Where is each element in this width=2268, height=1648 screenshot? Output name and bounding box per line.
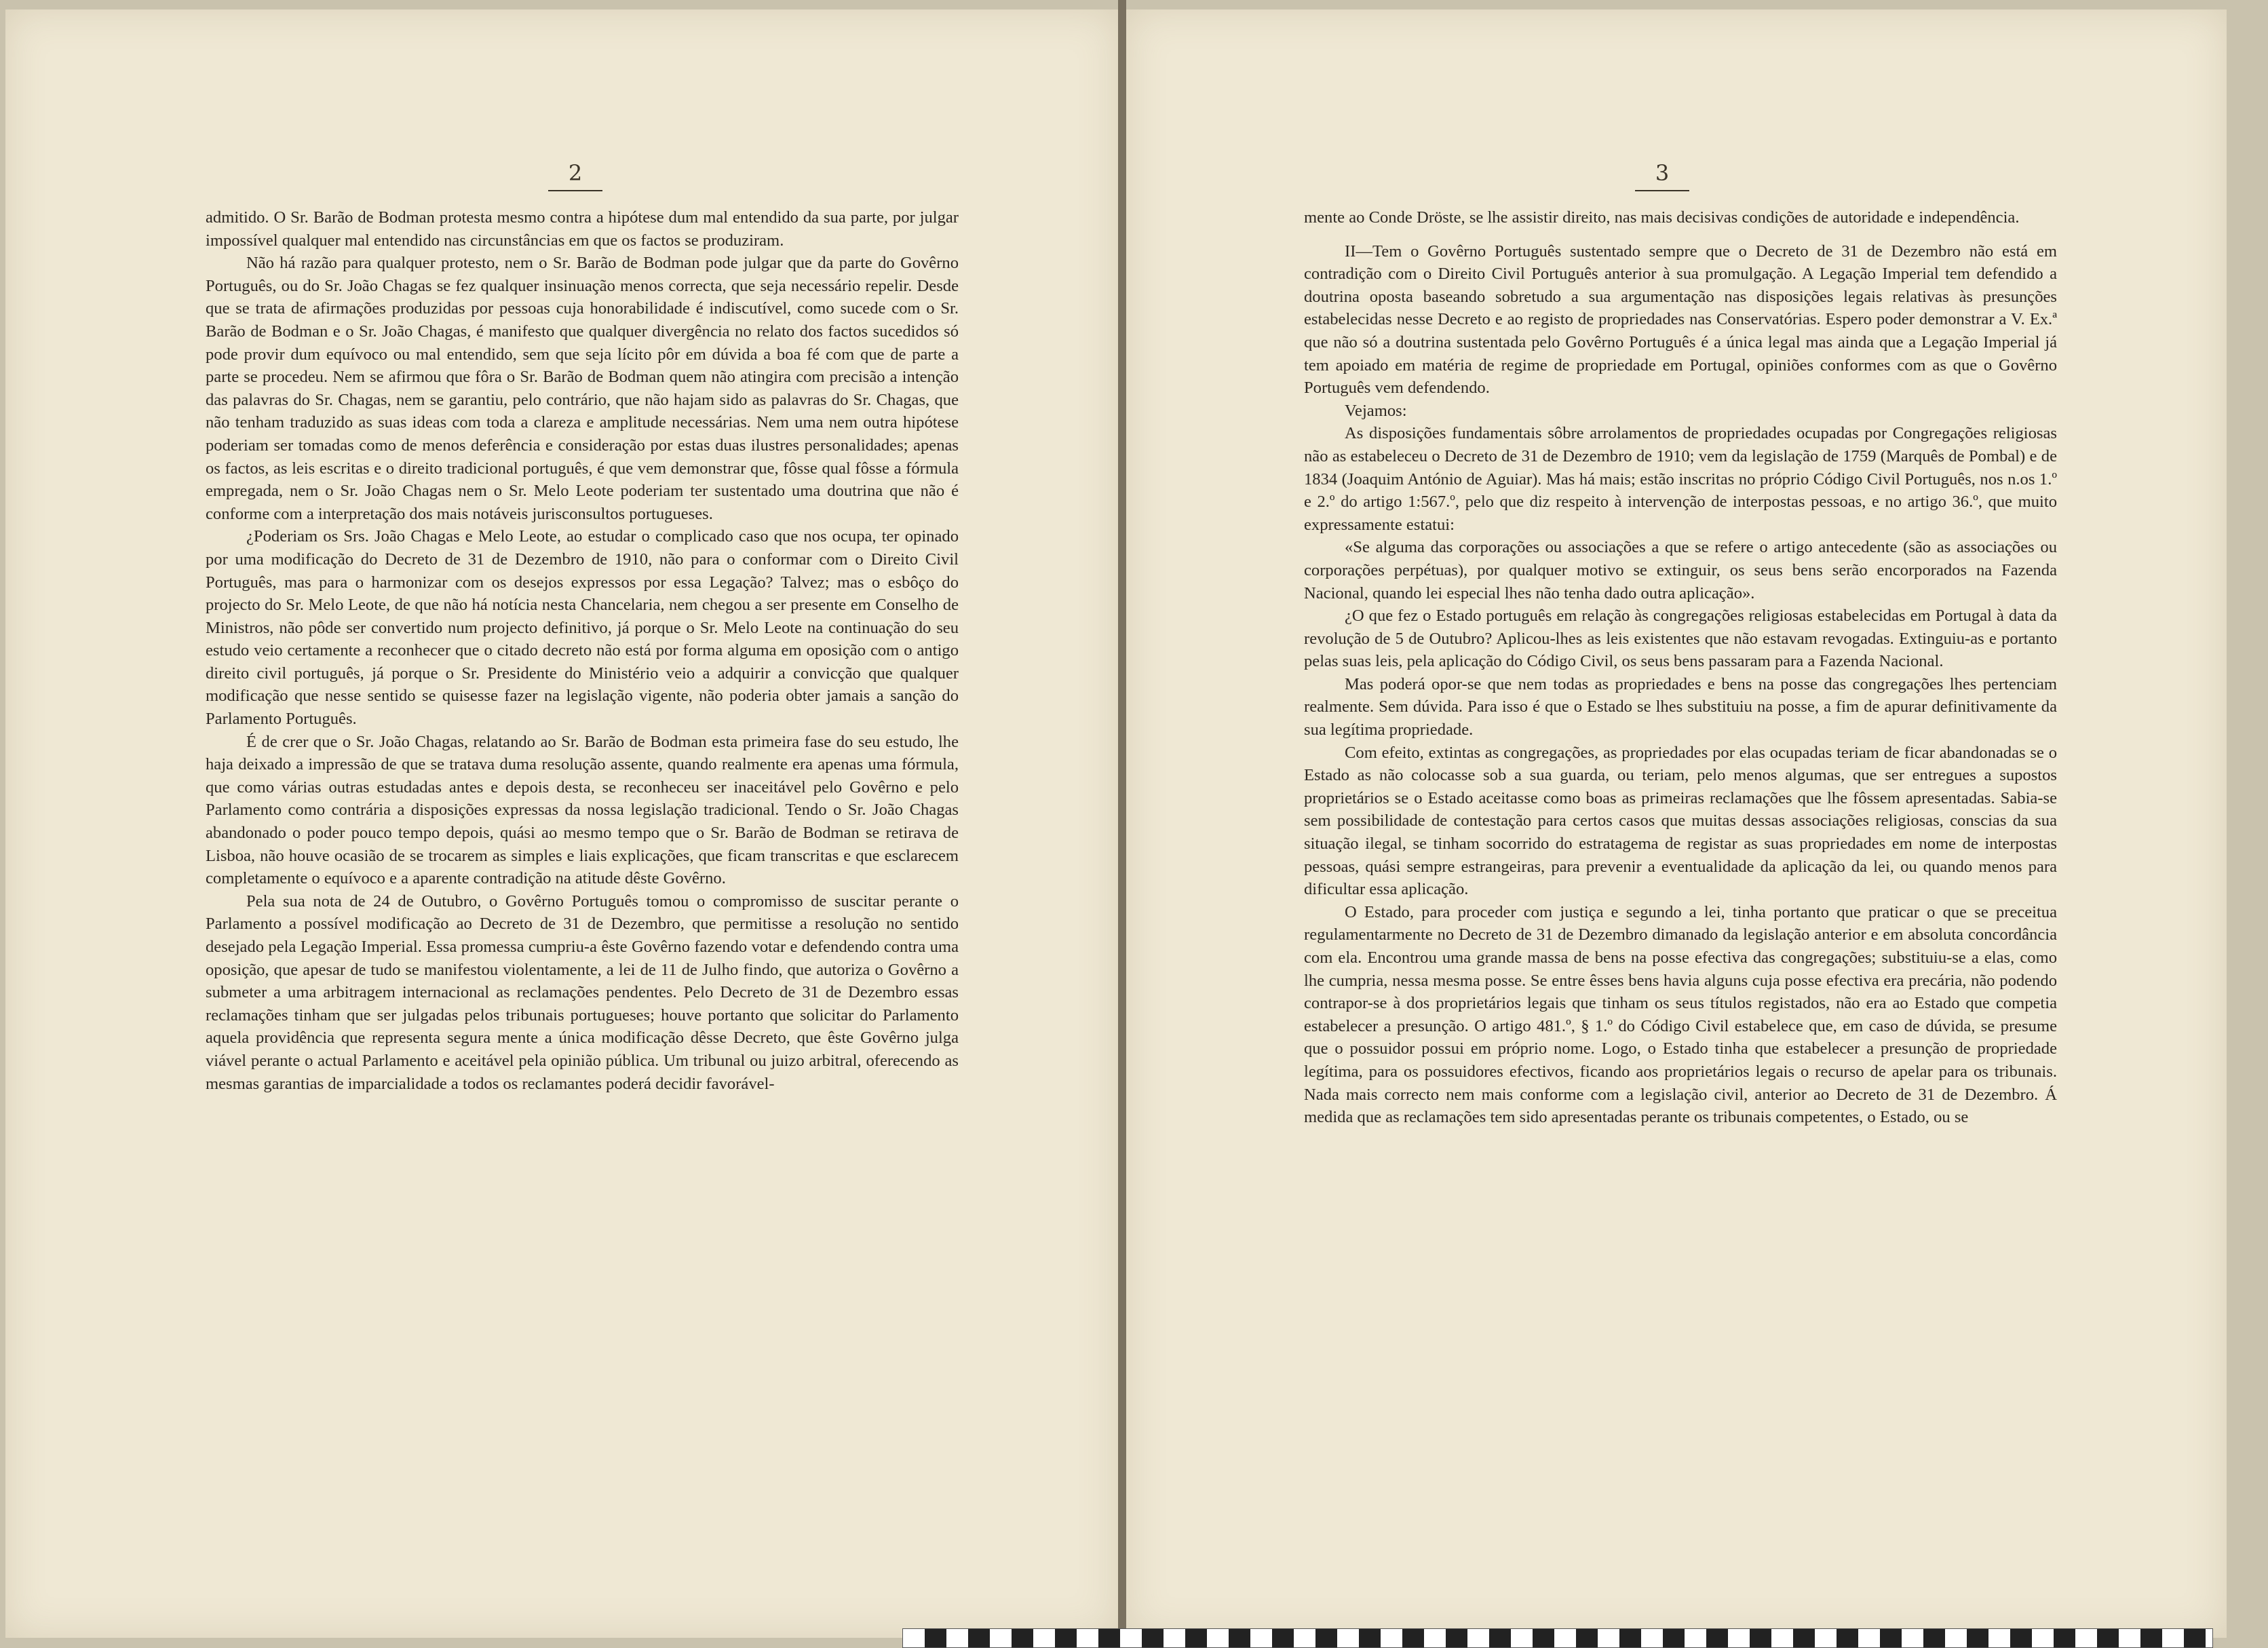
paragraph: Com efeito, extintas as congregações, as propriedades por elas ocupadas teriam de ficar abandonadas se o Estado as não colocasse sob a sua guarda, ou teriam, pelo menos algumas, que ser entregues a supostos proprietários se o Estado aceitasse como boas as primeiras reclamações que lhe fôssem apresentadas. Sabia-se sem possibilidade de contestação para certos casos que muitas dessas associações religiosas, conscias da sua situação ilegal, se tinham socorrido do estratagema de registar as suas propriedades em nome de interpostas pessoas, quási sempre estrangeiras, para prevenir a eventualidade da aplicação da lei, ou quando menos para dificultar essa aplicação. xyxy=(1304,743,2057,899)
left-page xyxy=(5,9,1118,1638)
right-page xyxy=(1126,9,2227,1638)
paragraph: Vejamos: xyxy=(1345,401,1407,420)
page-number-text: 2 xyxy=(568,160,583,186)
page-number-rule xyxy=(548,190,602,191)
book-spine xyxy=(1118,0,1126,1647)
paragraph: ¿O que fez o Estado português em relação às congregações religiosas estabelecidas em Portugal à data da revolução de 5 de Outubro? Aplicou-lhes as leis existentes que não estavam revogadas. Extinguiu-as e portanto pelas suas leis, pela aplicação do Código Civil, os seus bens passaram para a Fazenda Nacional. xyxy=(1304,607,2057,671)
paragraph: Não há razão para qualquer protesto, nem o Sr. Barão de Bodman pode julgar que da parte do Govêrno Português, ou do Sr. João Chagas se fez qualquer insinuação menos correcta, que seja necessário repelir. Desde que se trata de afirmações produzidas por pessoas cuja honorabilidade é indiscutível, como sucede com o Sr. Barão de Bodman e o Sr. João Chagas, é manifesto que qualquer divergência no relato dos factos sucedidos só pode provir dum equívoco ou mal entendido, sem que seja lícito pôr em dúvida a boa fé com que de parte a parte se procedeu. Nem se afirmou que fôra o Sr. Barão de Bodman quem não atingira com precisão a intenção das palavras do Sr. Chagas, nem se garantiu, pelo contrário, que não hajam sido as palavras do Sr. Chagas, que não tenham traduzido as suas ideas com toda a clareza e amplitude necessárias. Nem uma nem outra hipótese poderiam ser tomadas como de menos deferência e consideração por estas duas ilustres personalidades; apenas os factos, as leis escritas e o direito tradicional português, é que vem demonstrar que, fôsse qual fôsse a fórmula empregada, nem o Sr. João Chagas nem o Sr. Melo Leote poderiam ter sustentado uma doutrina que não é conforme com a interpretação dos mais notáveis jurisconsultos portugueses. xyxy=(206,254,959,523)
page-number-text: 3 xyxy=(1655,160,1670,186)
paragraph: ¿Poderiam os Srs. João Chagas e Melo Leote, ao estudar o complicado caso que nos ocupa, ter opinado por uma modificação do Decreto de 31 de Dezembro de 1910, não para o conformar com o Direito Civil Português, mas para o harmonizar com os desejos expressos por essa Legação? Talvez; mas o esbôço do projecto do Sr. Melo Leote, de que não há notícia nesta Chancelaria, nem chegou a ser presente em Conselho de Ministros, não pôde ser convertido num projecto definitivo, já porque o Sr. Melo Leote na continuação do seu estudo veio certamente a reconhecer que o citado decreto não está por forma alguma em oposição com o antigo direito civil português, já porque o Sr. Presidente do Ministério veio a adquirir a convicção que qualquer modificação que nesse sentido se quisesse fazer na legislação vigente, não poderia obter jamais a sanção do Parlamento Português. xyxy=(206,527,959,729)
paragraph: Mas poderá opor-se que nem todas as propriedades e bens na posse das congregações lhes pertenciam realmente. Sem dúvida. Para isso é que o Estado se lhes substituiu na posse, a fim de apurar definitivamente da sua legítima propriedade. xyxy=(1304,674,2057,740)
paragraph: mente ao Conde Dröste, se lhe assistir direito, nas mais decisivas condições de autoridade e independência. xyxy=(1304,208,2020,227)
paragraph: É de crer que o Sr. João Chagas, relatando ao Sr. Barão de Bodman esta primeira fase do seu estudo, lhe haja deixado a impressão de que se tratava duma resolução assente, quando realmente era apenas uma fórmula, que como várias outras estudadas antes e depois desta, se reconheceu ser inaceitável pelo Govêrno e pelo Parlamento como contrária a disposições expressas da nossa legislação tradicional. Tendo o Sr. João Chagas abandonado o poder pouco tempo depois, quási ao mesmo tempo que o Sr. Barão de Bodman se retirava de Lisboa, não houve ocasião de se trocarem as simples e liais explicações, que ficam transcritas e que esclarecem completamente o equívoco e a aparente contradição na atitude dêste Govêrno. xyxy=(206,732,959,888)
page-number-rule xyxy=(1635,190,1689,191)
text-column xyxy=(1304,206,2057,1129)
paragraph: II—Tem o Govêrno Português sustentado sempre que o Decreto de 31 de Dezembro não está em contradição com o Direito Civil Português anterior à sua promulgação. A Legação Imperial tem defendido a doutrina oposta baseando sobretudo a sua argumentação nas disposições legais relativas às presunções estabelecidas nesse Decreto e ao registo de propriedades nas Conservatórias. Espero poder demonstrar a V. Ex.ª que não só a doutrina sustentada pelo Govêrno Português é a única legal mas ainda que a Legação Imperial já tem apoiado em matéria de regime de propriedade em Portugal, opiniões conformes com as que o Govêrno Português vem defendendo. xyxy=(1304,242,2057,398)
page-number xyxy=(541,160,609,191)
paragraph: As disposições fundamentais sôbre arrolamentos de propriedades ocupadas por Congregações religiosas não as estabeleceu o Decreto de 31 de Dezembro de 1910; vem da legislação de 1759 (Marquês de Pombal) e de 1834 (Joaquim António de Aguiar). Mas há mais; estão inscritas no próprio Código Civil Português, nos n.os 1.º e 2.º do artigo 1:567.º, pelo que diz respeito à intervenção de interpostas pessoas, e no artigo 36.º, que muito expressamente estatui: xyxy=(1304,424,2057,534)
paragraph: admitido. O Sr. Barão de Bodman protesta mesmo contra a hipótese dum mal entendido da sua parte, por julgar impossível qualquer mal entendido nas circunstâncias em que os factos se produziram. xyxy=(206,208,959,250)
paragraph: O Estado, para proceder com justiça e segundo a lei, tinha portanto que praticar o que se preceitua regulamentarmente no Decreto de 31 de Dezembro dimanado da legislação anterior e em absoluta concordância com ela. Encontrou uma grande massa de bens na posse efectiva das congregações; substituiu-se a elas, como lhe cumpria, nessa mesma posse. Se entre êsses bens havia alguns cuja posse efectiva era precária, não podendo contrapor-se à dos proprietários legais que tinham os seus títulos registados, não era ao Estado que competia estabelecer a presunção. O artigo 481.º, § 1.º do Código Civil estabelece que, em caso de dúvida, se presume que o possuidor possui em próprio nome. Logo, o Estado tinha que estabelecer a presunção de propriedade legítima, para os possuidores efectivos, ficando aos proprietários legais o recurso de apelar para os tribunais. Nada mais correcto nem mais conforme com a legislação civil, anterior ao Decreto de 31 de Dezembro. Á medida que as reclamações tem sido apresentadas perante os tribunais competentes, o Estado, ou se xyxy=(1304,902,2057,1127)
page-number xyxy=(1628,160,1696,191)
text-column xyxy=(206,206,959,1095)
quotation: «Se alguma das corporações ou associações a que se refere o artigo antecedente (são as associações ou corporações perpétuas), por qualquer motivo se extinguir, os seus bens serão encorporados na Fazenda Nacional, quando lei especial lhes não tenha dado outra aplicação». xyxy=(1304,538,2057,602)
scale-ruler xyxy=(902,1628,2213,1648)
paragraph: Pela sua nota de 24 de Outubro, o Govêrno Português tomou o compromisso de suscitar perante o Parlamento a possível modificação ao Decreto de 31 de Dezembro, que permitisse a resolução no sentido desejado pela Legação Imperial. Essa promessa cumpriu-a êste Govêrno fazendo votar e defendendo contra uma oposição, que apesar de tudo se manifestou violentamente, a lei de 11 de Julho findo, que autoriza o Govêrno a submeter a uma arbitragem internacional as reclamações pendentes. Pelo Decreto de 31 de Dezembro essas reclamações tinham que ser julgadas pelos tribunais portugueses; houve portanto que solicitar do Parlamento aquela providência que representa segura mente a única modificação dêsse Decreto, que êste Govêrno julga viável perante o actual Parlamento e aceitável pela opinião pública. Um tribunal ou juizo arbitral, oferecendo as mesmas garantias de imparcialidade a todos os reclamantes poderá decidir favorável- xyxy=(206,892,959,1093)
